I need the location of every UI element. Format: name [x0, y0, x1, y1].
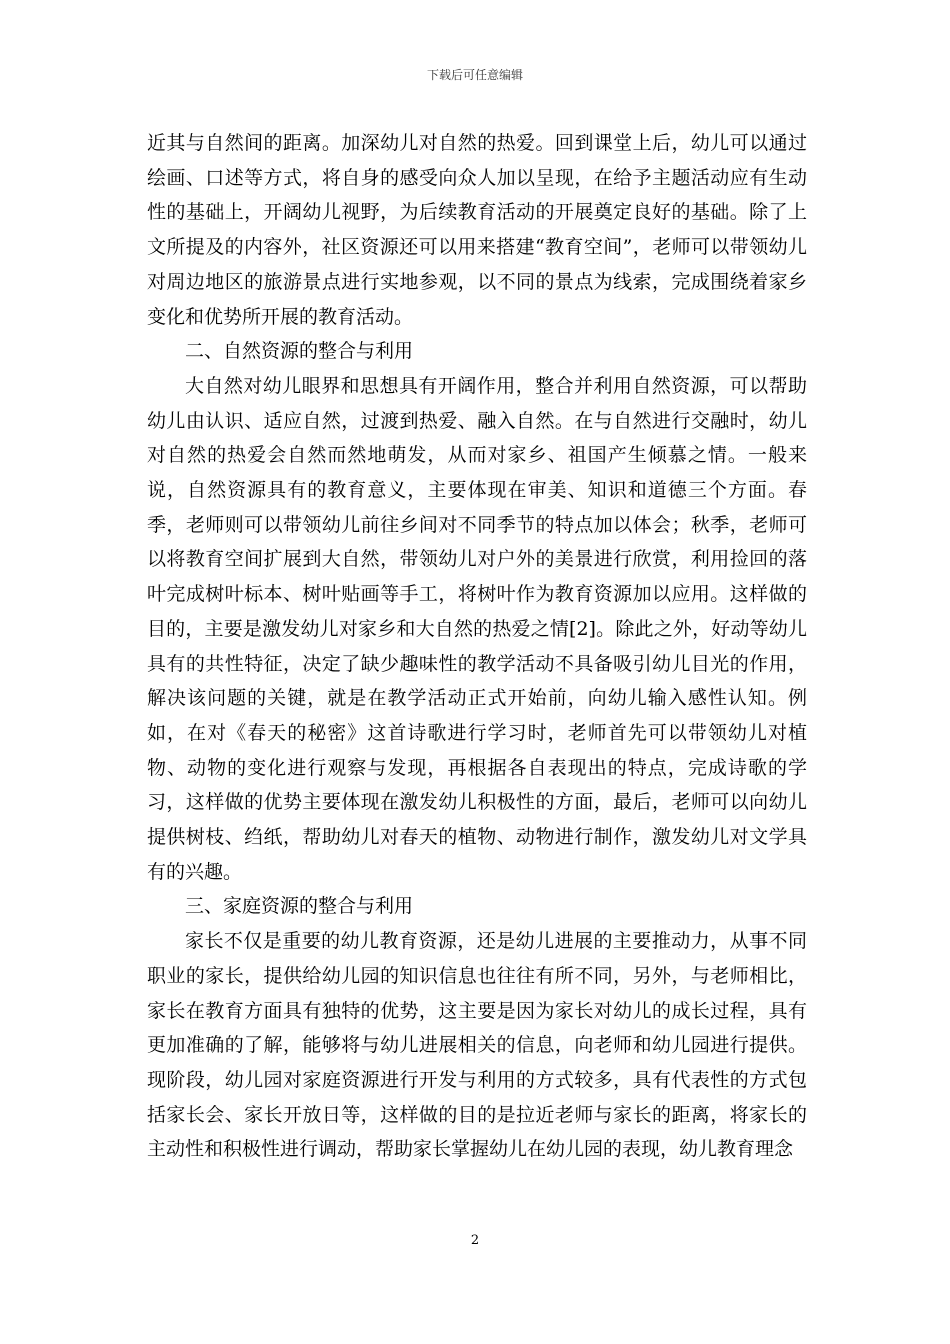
paragraph-family-resources: 家长不仅是重要的幼儿教育资源，还是幼儿进展的主要推动力，从事不同职业的家长，提供给幼儿园的知识信息也往往有所不同，另外，与老师相比，家长在教育方面具有独特的优势，这主要是因为家长对幼儿的成长过程，具有更加准确的了解，能够将与幼儿进展相关的信息，向老师和幼儿园进行提供。现阶段，幼儿园对家庭资源进行开发与利用的方式较多，具有代表性的方式包括家长会、家长开放日等，这样做的目的是拉近老师与家长的距离，将家长的主动性和积极性进行调动，帮助家长掌握幼儿在幼儿园的表现，幼儿教育理念 — [147, 930, 807, 1161]
section-heading-family-resources: 三、家庭资源的整合与利用 — [185, 895, 414, 918]
paragraph-continuation: 近其与自然间的距离。加深幼儿对自然的热爱。回到课堂上后，幼儿可以通过绘画、口述等方式，将自身的感受向众人加以呈现，在给予主题活动应有生动性的基础上，开阔幼儿视野，为后续教育活动的开展奠定良好的基础。除了上文所提及的内容外，社区资源还可以用来搭建“教育空间”，老师可以带领幼儿对周边地区的旅游景点进行实地参观，以不同的景点为线索，完成围绕着家乡变化和优势所开展的教育活动。 — [147, 132, 807, 328]
page-header: 下载后可任意编辑 — [426, 68, 523, 82]
page-number: 2 — [470, 1233, 480, 1248]
paragraph-natural-resources: 大自然对幼儿眼界和思想具有开阔作用，整合并利用自然资源，可以帮助幼儿由认识、适应自然，过渡到热爱、融入自然。在与自然进行交融时，幼儿对自然的热爱会自然而然地萌发，从而对家乡、祖国产生倾慕之情。一般来说，自然资源具有的教育意义，主要体现在审美、知识和道德三个方面。春季，老师则可以带领幼儿前往乡间对不同季节的特点加以体会；秋季，老师可以将教育空间扩展到大自然，带领幼儿对户外的美景进行欣赏，利用捡回的落叶完成树叶标本、树叶贴画等手工，将树叶作为教育资源加以应用。这样做的目的，主要是激发幼儿对家乡和大自然的热爱之情[2]。除此之外，好动等幼儿具有的共性特征，决定了缺少趣味性的教学活动不具备吸引幼儿目光的作用，解决该问题的关键，就是在教学活动正式开始前，向幼儿输入感性认知。例如，在对《春天的秘密》这首诗歌进行学习时，老师首先可以带领幼儿对植物、动物的变化进行观察与发现，再根据各自表现出的特点，完成诗歌的学习，这样做的优势主要体现在激发幼儿积极性的方面，最后，老师可以向幼儿提供树枝、绉纸，帮助幼儿对春天的植物、动物进行制作，激发幼儿对文学具有的兴趣。 — [147, 374, 807, 883]
document-body — [147, 126, 807, 1167]
section-heading-natural-resources: 二、自然资源的整合与利用 — [185, 340, 414, 363]
